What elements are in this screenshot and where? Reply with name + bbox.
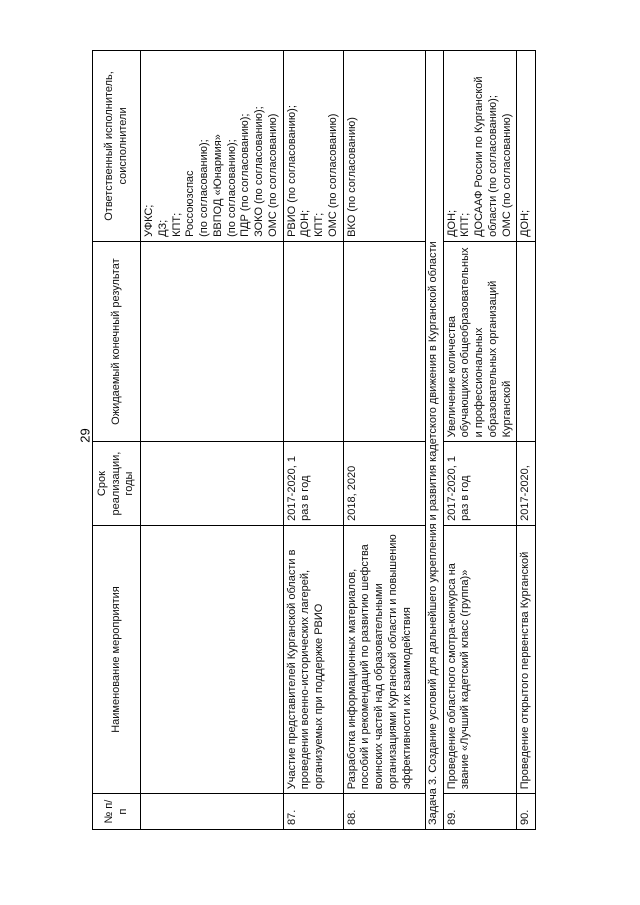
- cell-executor: [443, 51, 517, 242]
- cell-num: [141, 794, 284, 830]
- table-header-row: [93, 51, 141, 830]
- executor-line: ОМС (по согласованию): [500, 113, 513, 237]
- executor-line: ПДР (по согласованию);: [239, 113, 252, 237]
- table-row-87: [283, 51, 343, 830]
- executor-line: ЗОКО (по согласованию);: [253, 106, 265, 237]
- table-row-task-3: [425, 51, 443, 830]
- table-row-continued: [141, 51, 284, 830]
- cell-result: [141, 241, 284, 441]
- executor-line: КПТ;: [459, 212, 472, 237]
- cell-executor: [141, 51, 284, 242]
- cell-term: [141, 442, 284, 526]
- executor-line: (по согласованию);: [225, 139, 238, 237]
- cell-name: Разработка информационных материалов, пособий и рекомендаций по развитию шефства воинских частей над образовательными организациями Курганской области и повышению эффективности их взаимодействия: [343, 525, 425, 793]
- cell-num: 89.: [443, 794, 517, 830]
- executor-line: РВИО (по согласованию);: [285, 105, 298, 237]
- cell-executor: [283, 51, 343, 242]
- executor-line: (по согласованию);: [198, 139, 210, 237]
- executor-line: КПТ;: [313, 212, 325, 237]
- rotated-page: [92, 50, 637, 830]
- executor-line: КПТ;: [170, 212, 183, 237]
- table-row-90: [517, 51, 536, 830]
- executor-line: ВВПОД «Юнармия»: [211, 134, 224, 237]
- cell-executor: [343, 51, 425, 242]
- header-num: № п/п: [93, 794, 141, 830]
- cell-num: 88.: [343, 794, 425, 830]
- executor-line: ДОН;: [519, 209, 532, 237]
- executor-line: Россоюзспас: [184, 170, 197, 237]
- cell-num: 87.: [283, 794, 343, 830]
- cell-num: 90.: [517, 794, 536, 830]
- executor-line: ДОСААФ России по Курганской области (по согласованию);: [473, 76, 499, 237]
- executor-line: ОМС (по согласованию): [326, 113, 339, 237]
- table-row-89: [443, 51, 517, 830]
- task-heading: Задача 3. Создание условий для дальнейшего укрепления и развития кадетского движения в Курганской области: [425, 51, 443, 830]
- table-row-88: [343, 51, 425, 830]
- cell-result: [517, 241, 536, 441]
- executor-line: ДЗ;: [156, 219, 169, 237]
- header-name: Наименование мероприятия: [93, 525, 141, 793]
- cell-executor: [517, 51, 536, 242]
- cell-result: Увеличение количества обучающихся общеобразовательных и профессиональных образовательных организаций Курганской: [443, 241, 517, 441]
- executor-line: ДОН;: [445, 209, 458, 237]
- cell-name: Проведение открытого первенства Курганской: [517, 525, 536, 793]
- cell-result: [283, 241, 343, 441]
- events-table: [92, 50, 536, 830]
- executor-line: ДОН;: [299, 209, 312, 237]
- executor-line: ОМС (по согласованию): [266, 113, 279, 237]
- cell-result: [343, 241, 425, 441]
- executor-line: УФКС;: [143, 204, 155, 237]
- cell-name: [141, 525, 284, 793]
- page-number: 29: [77, 428, 93, 443]
- header-result: Ожидаемый конечный результат: [93, 241, 141, 441]
- cell-term: 2018, 2020: [343, 442, 425, 526]
- header-executor: Ответственный исполнитель, соисполнители: [93, 51, 141, 242]
- header-term: Срок реализации, годы: [93, 442, 141, 526]
- cell-term: 2017-2020, 1 раз в год: [283, 442, 343, 526]
- cell-name: Проведение областного смотра-конкурса на звание «Лучший кадетский класс (группа)»: [443, 525, 517, 793]
- cell-term: 2017-2020,: [517, 442, 536, 526]
- cell-name: Участие представителей Курганской области в проведении военно-исторических лагерей, организуемых при поддержке РВИО: [283, 525, 343, 793]
- cell-term: 2017-2020, 1 раз в год: [443, 442, 517, 526]
- executor-line: ВКО (по согласованию): [345, 117, 358, 237]
